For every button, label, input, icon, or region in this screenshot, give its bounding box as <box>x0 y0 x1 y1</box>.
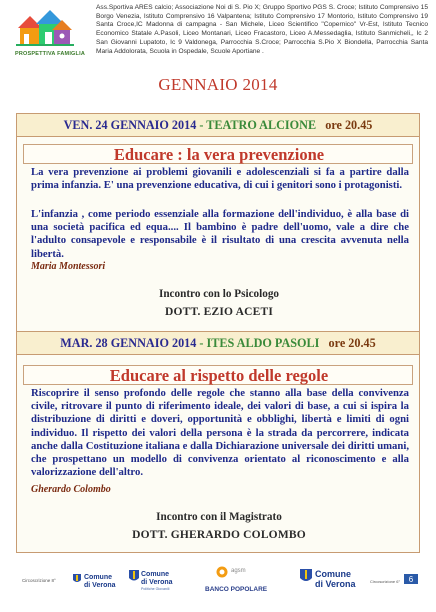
circoscrizione-logo-icon <box>404 574 418 584</box>
svg-text:6: 6 <box>408 575 414 584</box>
event-paragraph: La vera prevenzione ai problemi giovanili e adolescenziali si fa a partire dalla prima infanzia. E' una prevenzione educativa, di cui i genitori sono i protagonisti. <box>31 166 409 192</box>
event-paragraph: Riscoprire il senso profondo delle regole che stanno alla base della convivenza civile, ritrovare il punto di riferimento ideale, dei valori di base, a cui si ispira la distribuzione di diritti e doveri, opportunità e obblighi, libertà e limiti di ogni individuo. Il rispetto dei valori della persona è la strada da percorrere, indicata anche dalla Costituzione italiana e dalla Dichiarazione universale dei diritti umani, che prospettano un modello di convivenza orientato al riconoscimento e alla valorizzazione dell'altro. <box>31 387 409 479</box>
event-date: VEN. 24 GENNAIO 2014 <box>63 118 197 132</box>
meeting-title: Incontro con lo Psicologo <box>158 288 280 300</box>
sponsor-circoscrizione-8: Circoscrizione 8° <box>22 578 56 583</box>
event-time: ore 20.45 <box>325 118 373 132</box>
quote-author: Gherardo Colombo <box>31 484 111 495</box>
sponsor-comune-verona-3: Comune di Verona <box>315 569 356 589</box>
speaker-name: DOTT. GHERARDO COLOMBO <box>132 529 306 541</box>
verona-crest-icon <box>300 569 312 584</box>
logo-caption: PROSPETTIVA FAMIGLIA <box>14 51 85 57</box>
event-venue: - ITES ALDO PASOLI <box>196 336 320 350</box>
sponsor-comune-verona-2: Comune di Verona <box>141 571 173 586</box>
event-panel-1 <box>16 113 420 338</box>
sponsor-comune-verona-1: Comune di Verona <box>84 574 116 589</box>
sponsor-comune-verona-2-sub: Politiche Giovanili <box>141 587 170 591</box>
agsm-logo-icon <box>216 566 228 578</box>
event-paragraph: L'infanzia , come periodo essenziale alla formazione dell'individuo, è alla base di una società pacifica ed equa.... Il bambino è padre dell'uomo, vale a dire che l'adulto consapevole e responsabile è il risultato di una crescita avvenuta nella libertà. <box>31 208 409 260</box>
event-subject: Educare al rispetto delle regole <box>109 366 329 385</box>
event-date: MAR. 28 GENNAIO 2014 <box>60 336 197 350</box>
meeting-title: Incontro con il Magistrato <box>156 511 282 523</box>
verona-crest-icon <box>73 574 81 584</box>
sponsors-footer <box>0 560 436 612</box>
event-panel-2 <box>16 331 420 553</box>
event-header-2 <box>17 332 419 355</box>
quote-author: Maria Montessori <box>31 261 106 272</box>
event-time: ore 20.45 <box>328 336 376 350</box>
sponsor-circoscrizione-6: Circoscrizione 6° <box>370 579 401 584</box>
event-subject: Educare : la vera prevenzione <box>113 145 325 164</box>
event-venue: - TEATRO ALCIONE <box>196 118 317 132</box>
sponsor-agsm: agsm <box>231 568 246 574</box>
sponsor-banco-popolare: BANCO POPOLARE <box>205 586 268 593</box>
month-title: GENNAIO 2014 <box>158 75 278 94</box>
speaker-name: DOTT. EZIO ACETI <box>164 306 274 318</box>
prospettiva-famiglia-logo <box>14 6 76 56</box>
header <box>0 0 436 62</box>
verona-crest-icon <box>129 570 139 583</box>
event-header-1 <box>17 114 419 137</box>
associations-list: Ass.Sportiva ARES calcio; Associazione Noi di S. Pio X; Gruppo Sportivo PGS S. Croce; Istituto Comprensivo 15 Borgo Venezia, Istituto Comprensivo 16 Valpantena; Istituto Comprensivo 17 Montorio, Istituto Comprensivo 19 Santa Croce,IC Madonna di campagna - San Michele, Liceo Scientifico "Copernico" Vr-Est, Istituto Tecnico Economico Statale A.Pasoli, Liceo Montanari, Liceo Fracastoro, Liceo A.Messedaglia, Istituto Sanmicheli,, Ic 2 San Giovanni Lupatoto, Ic 9 Valdonega, Parrocchia S.Croce; Parrocchia S.Pio X Biondella, Parrocchia Santa Maria Addolorata, Scuola in Ospedale, Scuole Aportiane . <box>96 4 428 55</box>
